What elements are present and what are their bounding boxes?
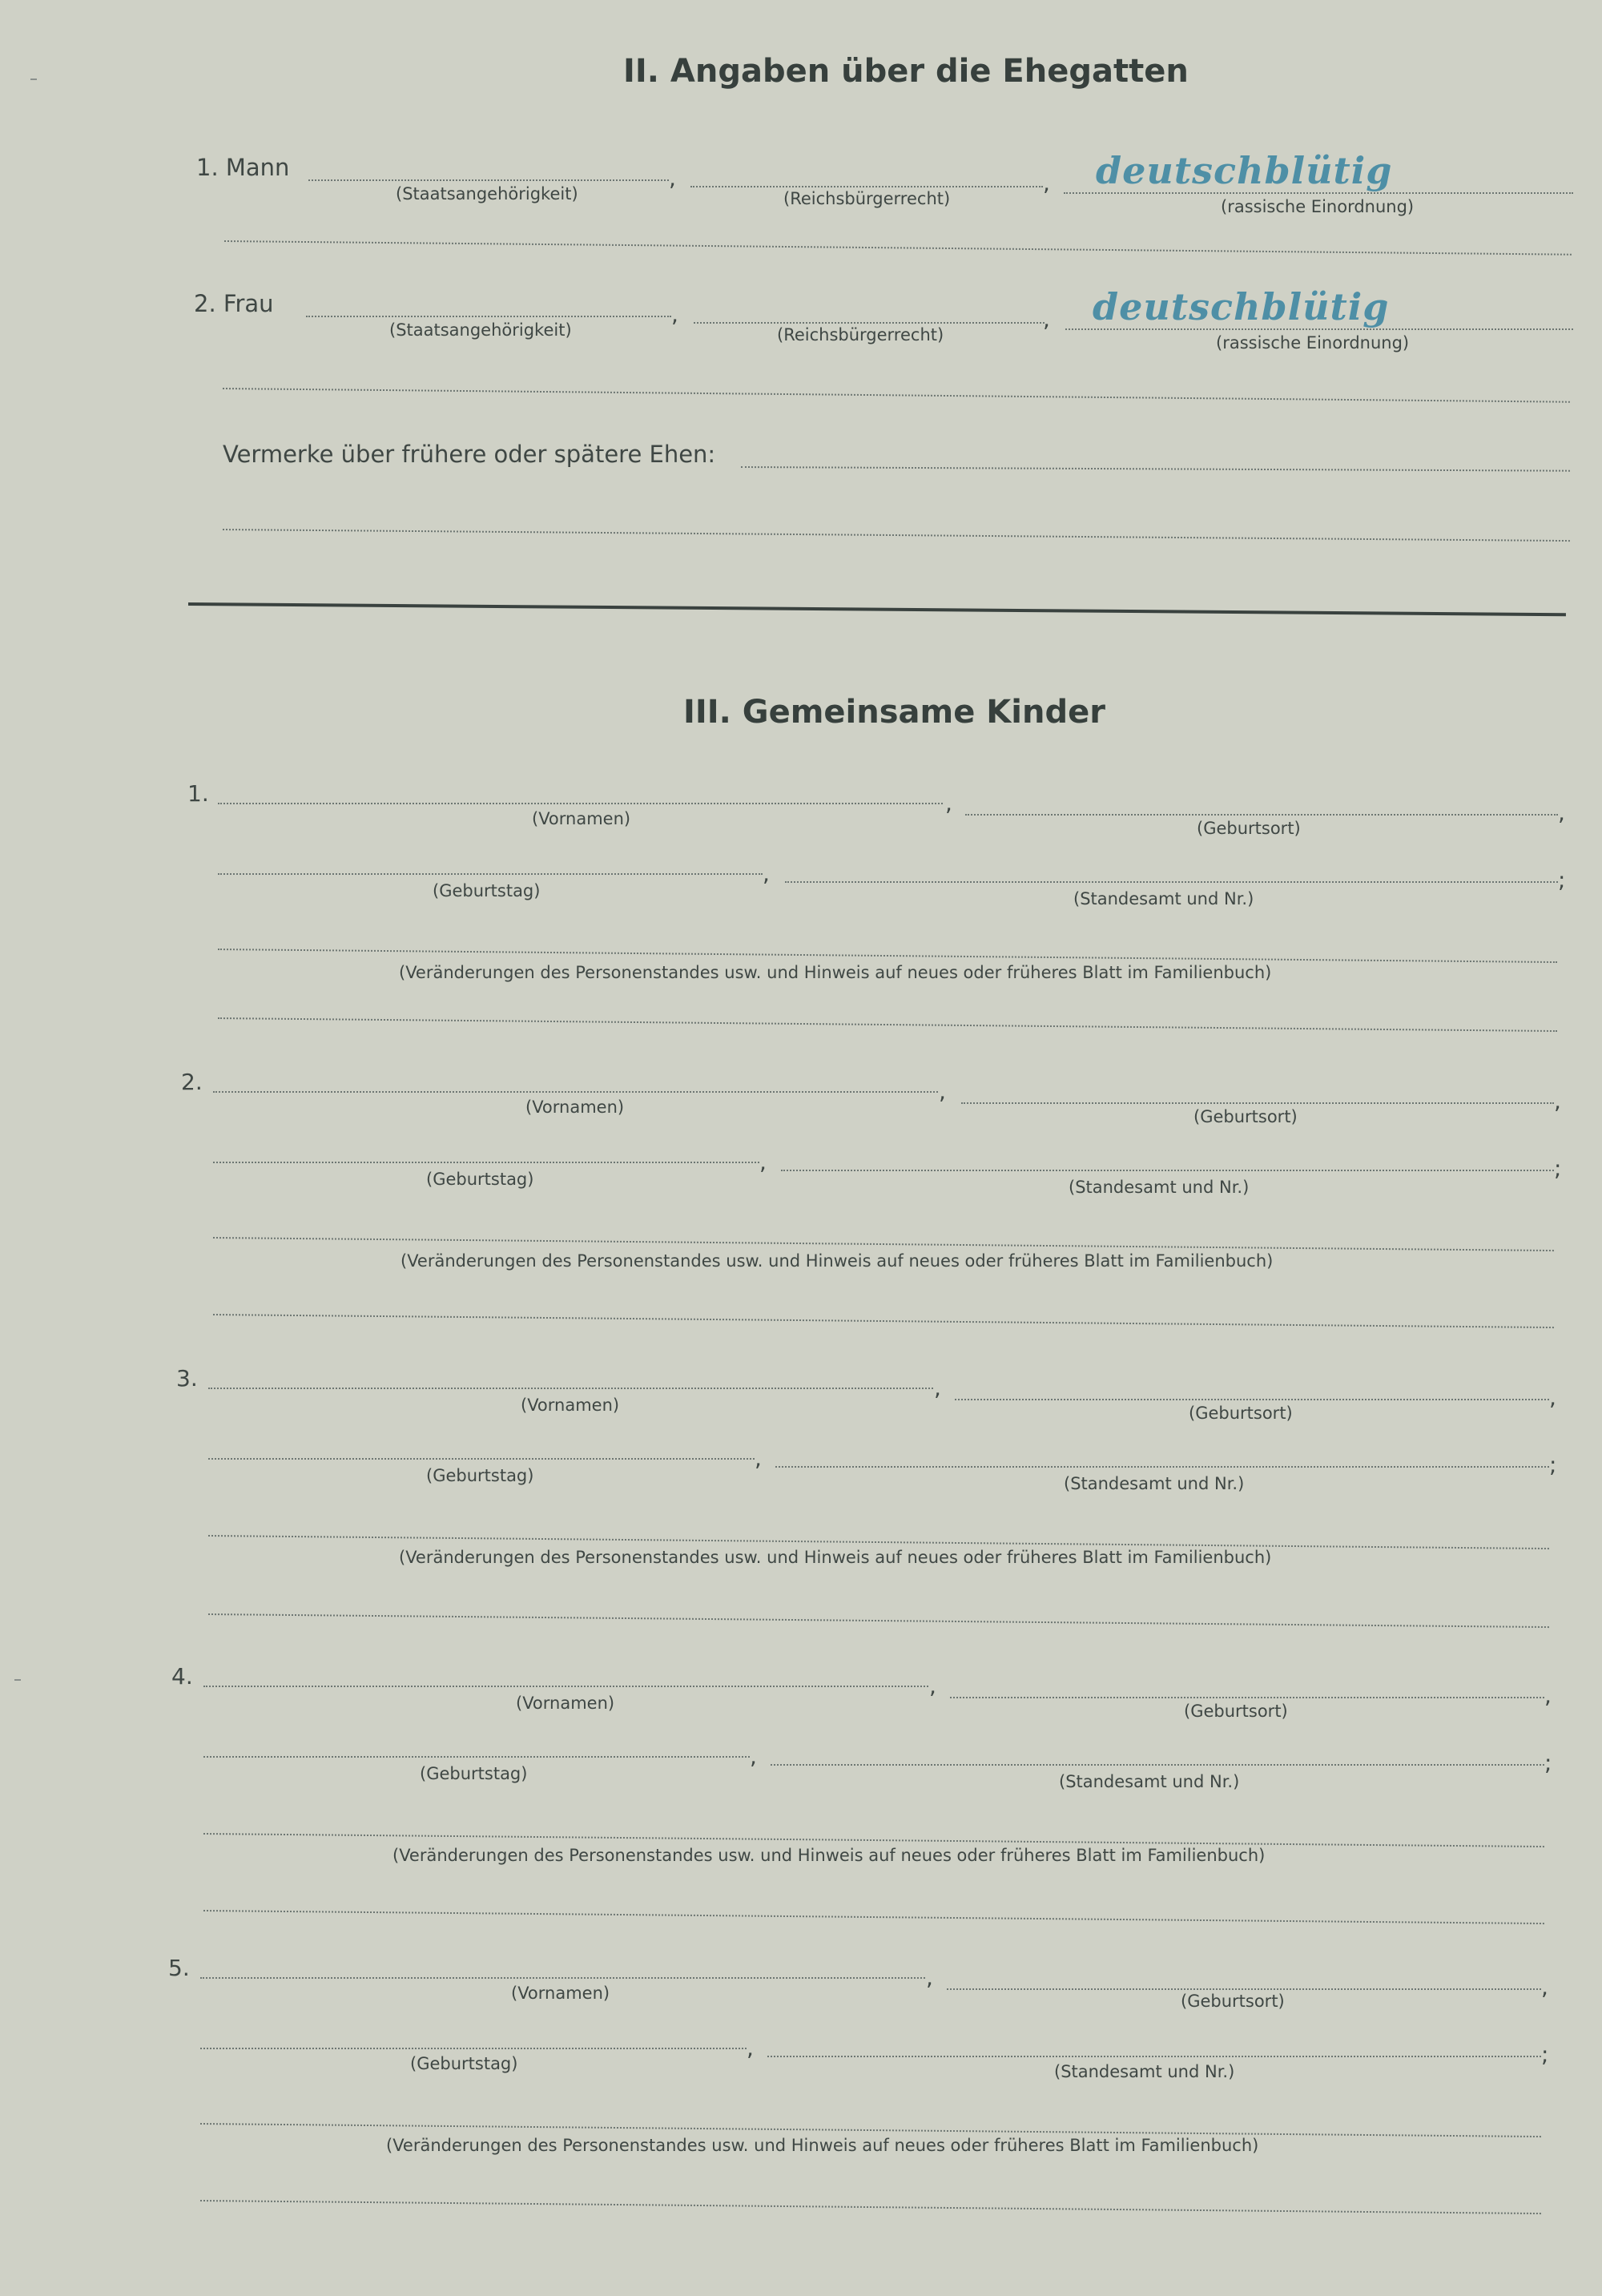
vornamen-caption: (Vornamen): [525, 1098, 625, 1117]
geburtsort-caption: (Geburtsort): [1197, 819, 1301, 838]
geburtsort-caption: (Geburtsort): [1189, 1404, 1293, 1423]
geburtstag-caption: (Geburtstag): [433, 881, 541, 900]
vornamen-field[interactable]: [218, 803, 943, 804]
frau-reichsbuergerrecht-field[interactable]: [694, 322, 1045, 324]
mann-einordnung-handwritten: deutschblütig: [1096, 149, 1393, 192]
frau-extra-line[interactable]: [223, 388, 1570, 403]
geburtsort-caption: (Geburtsort): [1184, 1702, 1288, 1721]
vornamen-caption: (Vornamen): [532, 809, 631, 828]
standesamt-field[interactable]: [771, 1764, 1544, 1766]
geburtstag-field[interactable]: [203, 1756, 750, 1758]
geburtstag-field[interactable]: [208, 1458, 755, 1460]
form-page: II. Angaben über die Ehegatten 1. Mann , (Staatsangehörigkeit) , (Reichsbürgerrecht) deutschblütig (rassische Einordnung) 2. Frau , (Staatsangehörigkeit) , (Reichsbürgerrecht) deutschblütig (rassische Einordnung) Vermerke über frühere oder spätere Ehen: III. Gemeinsame Kinder 1. , (Vornamen) , (Geburtsort) , (Geburtstag) ; (Standesamt und Nr.) (Veränderungen des Personenstandes usw. und Hinweis auf neues oder früheres Blatt im Familienbuch) 2. , (Vornamen) , (Geburtsort) , (Geburtstag) ; (Standesamt und Nr.) (Veränderungen des Personenstandes usw. und Hinweis auf neues oder früheres Blatt im Familienbuch) 3. , (Vornamen) , (Geburtsort) , (Geburtstag) ; (Standesamt und Nr.) (Veränderungen des Personenstandes usw. und Hinweis auf neues oder früheres Blatt im Familienbuch) 4. , (Vornamen) , (Geburtsort) , (Geburtstag) ; (Standesamt und Nr.) (Veränderungen des Personenstandes usw. und Hinweis auf neues oder früheres Blatt im Familienbuch) 5. , (Vornamen) , (Geburtsort) , (Geburtstag) ; (Standesamt und Nr.) (Veränderungen des Personenstandes usw. und Hinweis auf neues oder früheres Blatt im Familienbuch): [0, 0, 1602, 2296]
standesamt-field[interactable]: [781, 1170, 1554, 1171]
veraenderungen-extra-line[interactable]: [203, 1910, 1544, 1924]
frau-staatsangehoerigkeit-field[interactable]: [306, 316, 671, 317]
frau-reichsbuergerrecht-caption: (Reichsbürgerrecht): [777, 325, 944, 344]
mann-einordnung-caption: (rassische Einordnung): [1221, 197, 1415, 216]
veraenderungen-caption: (Veränderungen des Personenstandes usw. und Hinweis auf neues oder früheres Blatt im Familienbuch): [386, 2136, 1259, 2155]
child-number: 1.: [187, 780, 209, 807]
geburtstag-caption: (Geburtstag): [410, 2054, 518, 2073]
geburtsort-field[interactable]: [947, 1988, 1541, 1990]
section-divider: [188, 602, 1566, 616]
mann-label: 1. Mann: [196, 154, 290, 181]
standesamt-field[interactable]: [767, 2056, 1541, 2057]
geburtsort-field[interactable]: [955, 1399, 1549, 1400]
frau-einordnung-handwritten: deutschblütig: [1093, 285, 1390, 328]
mann-reichsbuergerrecht-field[interactable]: [690, 186, 1043, 187]
geburtsort-field[interactable]: [961, 1102, 1554, 1104]
mann-reichsbuergerrecht-caption: (Reichsbürgerrecht): [783, 189, 951, 208]
frau-label: 2. Frau: [194, 290, 274, 317]
vornamen-caption: (Vornamen): [516, 1694, 615, 1713]
veraenderungen-extra-line[interactable]: [213, 1314, 1554, 1328]
child-number: 2.: [181, 1069, 203, 1095]
vornamen-field[interactable]: [200, 1977, 925, 1979]
veraenderungen-field[interactable]: [218, 949, 1557, 963]
geburtsort-caption: (Geburtsort): [1193, 1107, 1298, 1126]
mann-staatsangehoerigkeit-field[interactable]: [308, 179, 669, 181]
veraenderungen-field[interactable]: [213, 1237, 1554, 1251]
geburtsort-caption: (Geburtsort): [1181, 1992, 1285, 2011]
vornamen-field[interactable]: [208, 1388, 933, 1389]
standesamt-caption: (Standesamt und Nr.): [1069, 1178, 1250, 1197]
veraenderungen-caption: (Veränderungen des Personenstandes usw. und Hinweis auf neues oder früheres Blatt im Familienbuch): [392, 1846, 1266, 1865]
veraenderungen-caption: (Veränderungen des Personenstandes usw. und Hinweis auf neues oder früheres Blatt im Familienbuch): [399, 963, 1272, 982]
geburtstag-field[interactable]: [213, 1162, 759, 1163]
geburtsort-field[interactable]: [950, 1697, 1544, 1698]
margin-tick: [14, 1679, 21, 1681]
standesamt-field[interactable]: [785, 881, 1558, 883]
vermerke-extra-line[interactable]: [223, 529, 1570, 542]
vornamen-field[interactable]: [203, 1686, 928, 1687]
section-2-title: II. Angaben über die Ehegatten: [623, 53, 1189, 90]
standesamt-caption: (Standesamt und Nr.): [1059, 1772, 1240, 1791]
frau-einordnung-caption: (rassische Einordnung): [1216, 333, 1410, 352]
vornamen-caption: (Vornamen): [521, 1396, 620, 1415]
veraenderungen-caption: (Veränderungen des Personenstandes usw. und Hinweis auf neues oder früheres Blatt im Familienbuch): [400, 1251, 1274, 1271]
section-3-title: III. Gemeinsame Kinder: [683, 694, 1105, 731]
child-number: 3.: [176, 1365, 198, 1392]
vornamen-field[interactable]: [213, 1091, 938, 1093]
vermerke-field[interactable]: [741, 466, 1570, 472]
standesamt-caption: (Standesamt und Nr.): [1054, 2062, 1235, 2081]
geburtsort-field[interactable]: [965, 814, 1558, 816]
frau-einordnung-field[interactable]: [1065, 328, 1573, 330]
veraenderungen-extra-line[interactable]: [208, 1613, 1549, 1628]
veraenderungen-extra-line[interactable]: [218, 1017, 1557, 1032]
geburtstag-caption: (Geburtstag): [420, 1764, 528, 1783]
mann-staatsangehoerigkeit-caption: (Staatsangehörigkeit): [396, 184, 578, 203]
veraenderungen-caption: (Veränderungen des Personenstandes usw. und Hinweis auf neues oder früheres Blatt im Familienbuch): [399, 1548, 1272, 1567]
margin-tick: [30, 79, 37, 80]
mann-extra-line[interactable]: [224, 240, 1572, 256]
geburtstag-field[interactable]: [218, 873, 763, 875]
standesamt-caption: (Standesamt und Nr.): [1073, 889, 1254, 908]
standesamt-caption: (Standesamt und Nr.): [1064, 1474, 1245, 1493]
geburtstag-caption: (Geburtstag): [426, 1170, 534, 1189]
geburtstag-field[interactable]: [200, 2048, 747, 2049]
vornamen-caption: (Vornamen): [511, 1984, 610, 2003]
mann-einordnung-field[interactable]: [1064, 192, 1573, 194]
veraenderungen-extra-line[interactable]: [200, 2200, 1541, 2214]
vermerke-label: Vermerke über frühere oder spätere Ehen:: [223, 441, 716, 468]
child-number: 4.: [171, 1663, 193, 1690]
frau-staatsangehoerigkeit-caption: (Staatsangehörigkeit): [389, 320, 572, 340]
standesamt-field[interactable]: [775, 1466, 1549, 1468]
geburtstag-caption: (Geburtstag): [426, 1466, 534, 1485]
child-number: 5.: [168, 1955, 190, 1981]
